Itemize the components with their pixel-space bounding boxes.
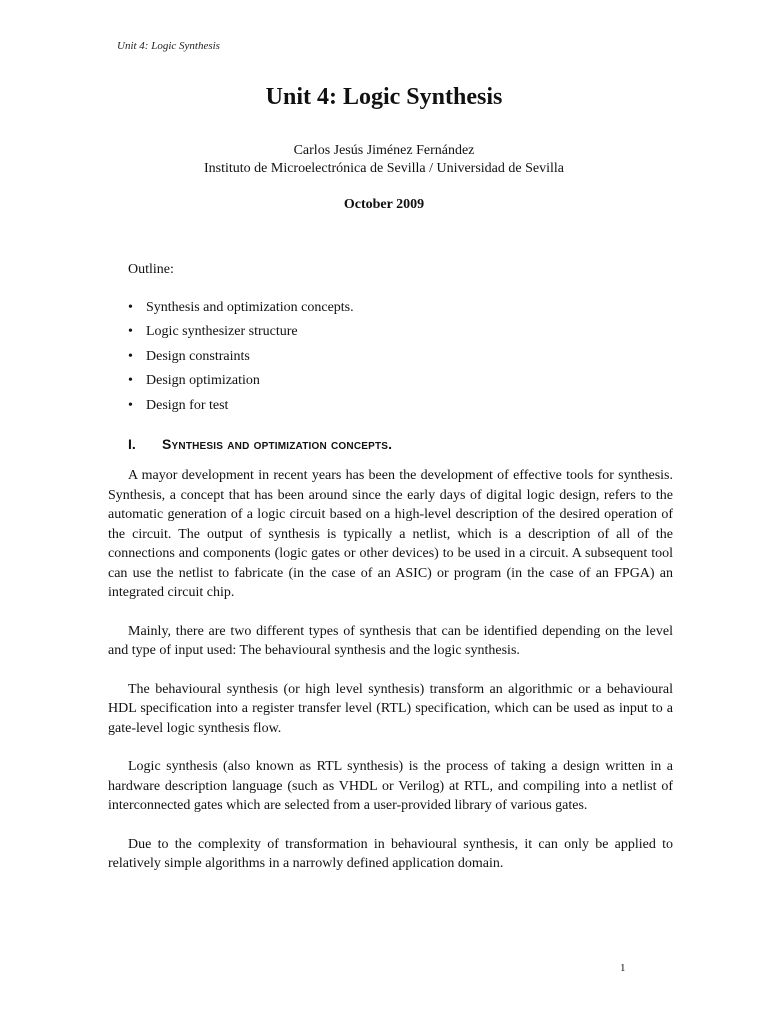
paragraph: Due to the complexity of transformation in behavioural synthesis, it can only be applied to relatively simple algorithms in a narrowly defined application domain.	[108, 836, 673, 871]
outline-list	[128, 298, 354, 420]
bullet-icon: •	[128, 300, 133, 315]
outline-item	[128, 396, 354, 420]
paragraph: Mainly, there are two different types of synthesis that can be identified depending on the level and type of input used: The behavioural synthesis and the logic synthesis.	[108, 623, 673, 658]
document-date: October 2009	[343, 197, 425, 212]
outline-item-text: Design for test	[146, 397, 229, 413]
outline-item	[128, 322, 354, 346]
bullet-icon: •	[128, 324, 133, 340]
outline-item-text: Design constraints	[146, 348, 250, 364]
section-number: I.	[128, 436, 136, 452]
outline-item-text: Synthesis and optimization concepts.	[146, 300, 354, 315]
bullet-icon: •	[128, 373, 133, 389]
page-number: 1	[620, 962, 626, 974]
bullet-icon: •	[128, 348, 133, 364]
title-block	[0, 82, 768, 214]
document-title: Unit 4: Logic Synthesis	[265, 84, 503, 110]
outline-item	[128, 298, 354, 322]
section-title: Synthesis and optimization concepts.	[162, 436, 393, 452]
outline-item	[128, 347, 354, 371]
body-text	[108, 466, 673, 893]
section-heading	[128, 436, 392, 452]
outline-item	[128, 371, 354, 395]
author-affiliation: Instituto de Microelectrónica de Sevilla / Universidad de Sevilla	[203, 161, 564, 176]
outline-item-text: Logic synthesizer structure	[146, 324, 298, 340]
bullet-icon: •	[128, 397, 133, 413]
running-header: Unit 4: Logic Synthesis	[117, 40, 220, 52]
paragraph: Logic synthesis (also known as RTL synthesis) is the process of taking a design written in a hardware description language (such as VHDL or Verilog) at RTL, and compiling into a netlist of interconnected gates which are selected from a user-provided library of various gates.	[108, 759, 673, 813]
outline-label: Outline:	[128, 262, 174, 277]
author-name: Carlos Jesús Jiménez Fernández	[293, 143, 475, 158]
paragraph: The behavioural synthesis (or high level synthesis) transform an algorithmic or a behavioural HDL specification into a register transfer level (RTL) specification, which can be used as input to a gate-level logic synthesis flow.	[108, 681, 673, 736]
paragraph: A mayor development in recent years has been the development of effective tools for synthesis. Synthesis, a concept that has been around since the early days of digital logic design, refers to the automatic generation of a logic circuit based on a high-level description of the desired operation of the circuit. The output of synthesis is typically a netlist, which is a description of all of the connections and components (logic gates or other devices) to be used in a circuit. A subsequent tool can use the netlist to fabricate (in the case of an ASIC) or program (in the case of an FPGA) an integrated circuit chip.	[108, 468, 673, 600]
outline-item-text: Design optimization	[146, 373, 260, 389]
